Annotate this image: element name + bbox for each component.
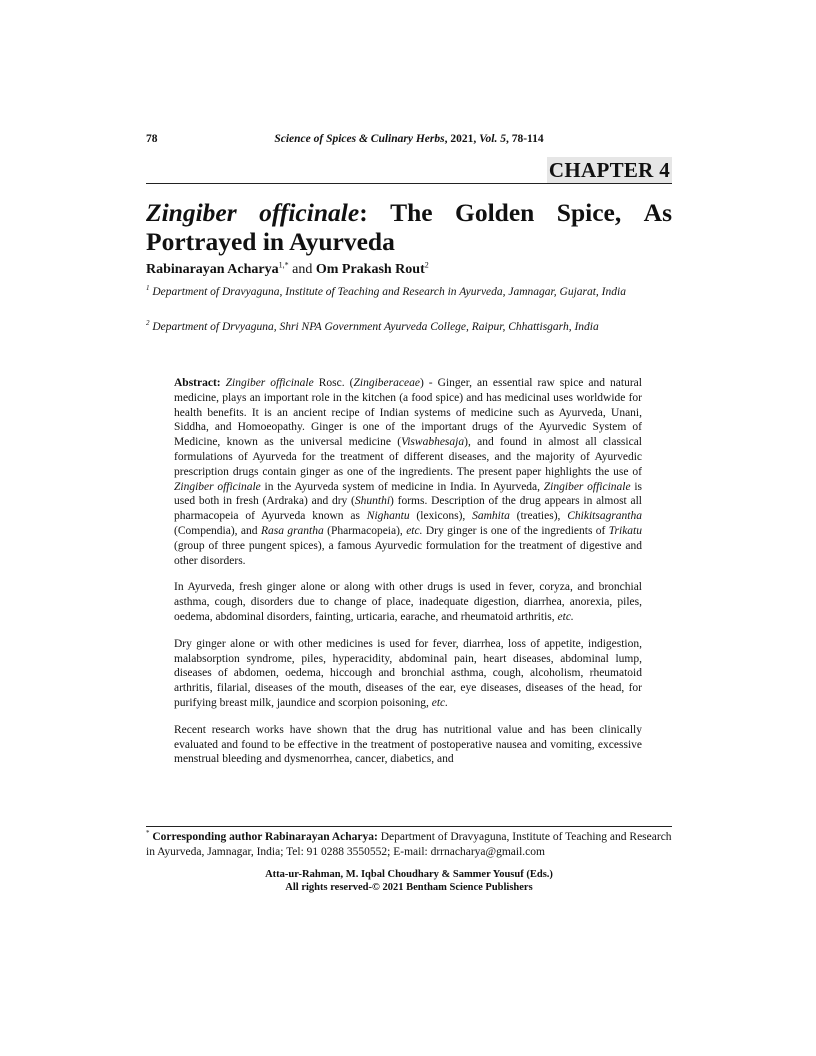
abstract-text: (Pharmacopeia), [323,524,407,537]
editors-line: Atta-ur-Rahman, M. Iqbal Choudhary & Sammer Yousuf (Eds.) [265,869,553,880]
title-colon: : [359,198,368,227]
chapter-heading-rule [146,157,672,184]
abstract-text: Zingiber officinale [225,377,314,389]
journal-citation [146,133,672,145]
abstract-text: Samhita [472,510,510,523]
abstract-text: in the Ayurveda system of medicine in India. In Ayurveda, [260,480,544,493]
abstract-text: (Compendia), and [174,524,261,537]
author-conjunction: and [288,262,316,277]
footnote-marker: * [146,829,150,838]
abstract-label: Abstract: [174,377,221,389]
author-superscript: 1,* [278,260,289,270]
abstract-text: (treaties), [509,510,568,523]
journal-volume: Vol. 5 [479,133,506,145]
article-title [146,198,672,256]
abstract-text: ) forms. Description of the drug appears in almost all pharmacopeia of Ayurveda known as [174,495,642,523]
title-line-2: Portrayed in Ayurveda [146,227,395,256]
abstract-text: Viswabhesaja [401,436,465,449]
book-credits [146,868,672,894]
footnote-text: Department of Dravyaguna, Institute of Teaching and Research in Ayurveda, Jamnagar, India; Tel: 91 0288 3550552; E-mail: drrnacharya@gmail.com [146,831,672,858]
affiliation-text: Department of Dravyaguna, Institute of Teaching and Research in Ayurveda, Jamnagar, Gujarat, India [152,286,626,298]
journal-pages: , 78-114 [505,133,544,145]
abstract-text: Zingiberaceae [353,377,420,389]
abstract-text: etc. [406,524,423,537]
abstract-text: Rosc. ( [313,377,354,389]
abstract-paragraph-1 [174,376,642,568]
affiliation-text: Department of Drvyaguna, Shri NPA Government Ayurveda College, Raipur, Chhattisgarh, India [152,321,599,333]
abstract-text: Trikatu [608,524,642,537]
abstract-text: is used both in fresh (Ardraka) and dry ( [174,480,642,508]
abstract-paragraph-2 [174,580,642,624]
author-name: Om Prakash Rout [315,262,425,277]
footnote-divider [146,826,672,827]
author-superscript: 2 [424,260,429,270]
abstract-text: (group of three pungent spices), a famous Ayurvedic formulation for the treatment of digestive and other disorders. [174,539,642,567]
abstract-paragraph-4: Recent research works have shown that the drug has nutritional value and has been clinically evaluated and found to be effective in the treatment of postoperative nausea and vomiting, excessive menstrual bleeding and dysmenorrhea, cancer, diabetics, and [174,723,642,766]
affiliation-1 [146,285,672,300]
abstract-text: ) - Ginger, an essential raw spice and natural medicine, plays an important role in the kitchen (a food spice) and has medicinal uses worldwide for health benefits. It is an ancient recipe of Indian systems of medicine such as Ayurveda, Unani, Siddha, and Homoeopathy. Ginger is one of the important drugs of the Ayurvedic System of Medicine, known as the universal medicine ( [174,377,642,449]
title-word: As [643,198,672,227]
abstract-text: Chikitsagrantha [567,510,642,523]
title-word: Golden [455,198,535,227]
rights-line: All rights reserved-© 2021 Bentham Science Publishers [285,882,533,893]
abstract-text: Dry ginger is one of the ingredients of [422,524,609,537]
affiliation-marker: 1 [146,284,150,293]
page-number: 78 [146,133,158,145]
author-list [146,262,672,278]
abstract [174,376,642,779]
abstract-text: etc. [557,610,574,623]
abstract-paragraph-3 [174,637,642,711]
title-word: Zingiber [146,198,237,227]
title-word: Spice, [556,198,622,227]
title-word: officinale [259,198,360,227]
journal-year: , 2021, [444,133,480,145]
title-word: The [390,198,433,227]
abstract-text: etc. [431,696,449,709]
abstract-text: Dry ginger alone or with other medicines is used for fever, diarrhea, loss of appetite, indigestion, malabsorption syndrome, piles, hyperacidity, abdominal pain, heart diseases, abdominal lump, diseases of abdomen, oedema, hiccough and bronchial asthma, cough, alcoholism, rheumatoid arthritis, filarial, diseases of the mouth, diseases of the ear, eye diseases, diseases of the head, for purifying breast milk, jaundice and scorpion poisoning, [174,637,642,709]
abstract-text: Shunthi [354,495,391,508]
footnote-label: Corresponding author Rabinarayan Acharya: [149,831,378,843]
author-name: Rabinarayan Acharya [146,262,279,277]
abstract-text: Zingiber officinale [543,480,631,493]
abstract-text: (lexicons), [409,510,473,523]
chapter-label: CHAPTER 4 [548,158,670,182]
affiliation-marker: 2 [146,319,150,328]
abstract-text: Nighantu [366,510,410,523]
corresponding-author-footnote [146,830,672,859]
affiliation-2 [146,320,672,335]
journal-name: Science of Spices & Culinary Herbs [274,133,445,145]
abstract-text: In Ayurveda, fresh ginger alone or along with other drugs is used in fever, coryza, and bronchial asthma, cough, disorders due to change of place, inadequate digestion, diarrhea, anorexia, piles, oedema, abdominal disorders, fainting, urticaria, earache, and rheumatoid arthritis, [174,581,642,623]
abstract-text: Zingiber officinale [174,480,261,493]
abstract-text: ), and found in almost all classical formulations of Ayurveda for the treatment of different diseases, and the majority of Ayurvedic prescription drugs contain ginger as one of the ingredients. The present paper highlights the use of [174,436,642,478]
abstract-text: Rasa grantha [260,524,324,537]
